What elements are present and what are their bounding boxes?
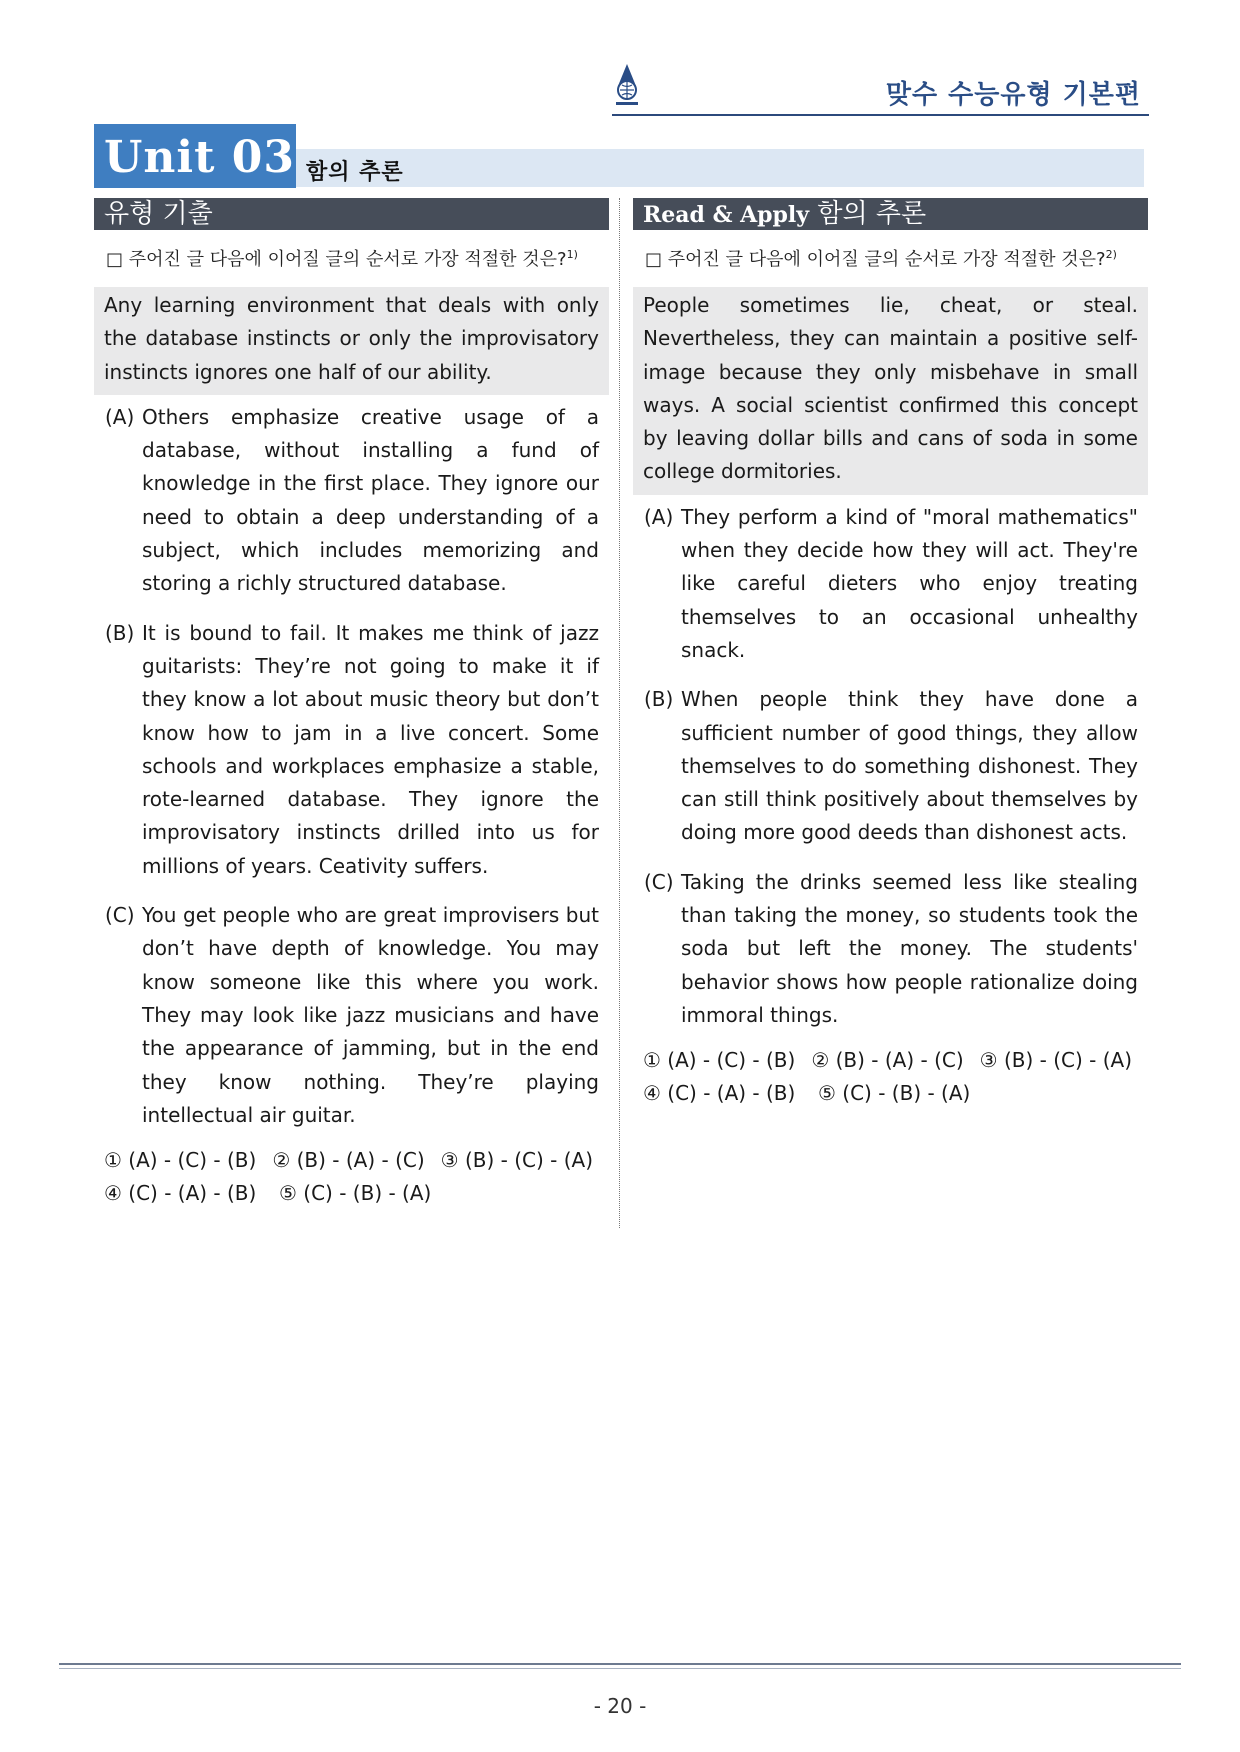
unit-subtitle-bar [296, 149, 1144, 187]
choice-2[interactable]: ② (B) - (A) - (C) [811, 1048, 964, 1073]
paragraph-text: You get people who are great improvisers but don’t have depth of knowledge. You may know someone like this where you work. They may look like jazz musicians and have the appearance of jamming, but in the end they know nothing. They’re playing intellectual air guitar. [142, 903, 599, 1127]
choice-4[interactable]: ④ (C) - (A) - (B) [104, 1181, 257, 1206]
brand-underline [612, 114, 1149, 116]
right-column [633, 198, 1148, 1110]
paragraph-a [94, 401, 609, 601]
paragraph-tag: (B) [105, 620, 135, 645]
paragraph-tag: (A) [644, 504, 674, 529]
column-divider [619, 198, 620, 1228]
footnote-marker: 1) [566, 248, 578, 261]
choice-2[interactable]: ② (B) - (A) - (C) [272, 1148, 425, 1173]
paragraph-tag: (B) [644, 687, 674, 712]
question-prompt: □ 주어진 글 다음에 이어질 글의 순서로 가장 적절한 것은?$^{1)}$ [106, 248, 578, 270]
answer-choices [94, 1144, 609, 1210]
unit-badge [94, 124, 296, 188]
intro-passage: Any learning environment that deals with only the database instincts or only the improvisatory instincts ignores one half of our ability. [94, 287, 609, 395]
paragraph-text: It is bound to fail. It makes me think of jazz guitarists: They’re not going to make it if they know a lot about music theory but don’t know how to jam in a live concert. Some schools and workplaces emphasize a stable, rote-learned database. They ignore the improvisatory instincts drilled into us for millions of years. Ceativity suffers. [142, 620, 599, 878]
unit-subtitle: 함의 추론 [306, 160, 404, 185]
brand-header [612, 60, 1149, 116]
section-title-en: Read & Apply [643, 202, 810, 228]
answer-choices [633, 1044, 1148, 1110]
footer-rule [59, 1663, 1181, 1669]
paragraph-text: Others emphasize creative usage of a database, without installing a fund of knowledge in the first place. They ignore our need to obtain a deep understanding of a subject, which includes memorizing and storing a richly structured database. [142, 404, 599, 596]
left-column [94, 198, 609, 1210]
section-title: 유형 기출 [104, 199, 213, 229]
paragraph-b [633, 683, 1148, 849]
choice-1[interactable]: ① (A) - (C) - (B) [104, 1148, 257, 1173]
paragraph-tag: (C) [644, 869, 674, 894]
page-number: - 20 - [593, 1694, 647, 1718]
unit-label: Unit 03 [104, 132, 295, 183]
paragraph-tag: (A) [105, 404, 135, 429]
choice-4[interactable]: ④ (C) - (A) - (B) [643, 1081, 796, 1106]
paragraph-c [94, 899, 609, 1132]
intro-passage: People sometimes lie, cheat, or steal. Nevertheless, they can maintain a positive self-image because they only misbehave in small ways. A social scientist confirmed this concept by leaving dollar bills and cans of soda in some college dormitories. [633, 287, 1148, 495]
footnote-marker: 2) [1105, 248, 1117, 261]
paragraph-text: Taking the drinks seemed less like stealing than taking the money, so students took the soda but left the money. The students' behavior shows how people rationalize doing immoral things. [681, 869, 1138, 1027]
choice-3[interactable]: ③ (B) - (C) - (A) [979, 1048, 1132, 1073]
paragraph-b [94, 617, 609, 883]
paragraph-tag: (C) [105, 903, 135, 928]
section-header-left [94, 198, 609, 230]
section-header-right [633, 198, 1148, 230]
section-title-ko: 함의 추론 [817, 199, 927, 229]
choice-3[interactable]: ③ (B) - (C) - (A) [440, 1148, 593, 1173]
paragraph-text: They perform a kind of "moral mathematics" when they decide how they will act. They're like careful dieters who enjoy treating themselves to an occasional unhealthy snack. [681, 504, 1138, 662]
paragraph-text: When people think they have done a sufficient number of good things, they allow themselves to do something dishonest. They can still think positively about themselves by doing more good deeds than dishonest acts. [681, 687, 1138, 845]
question-prompt: □ 주어진 글 다음에 이어질 글의 순서로 가장 적절한 것은?$^{2)}$ [645, 248, 1117, 270]
choice-1[interactable]: ① (A) - (C) - (B) [643, 1048, 796, 1073]
brand-title: 맞수 수능유형 기본편 [885, 80, 1141, 110]
choice-5[interactable]: ⑤ (C) - (B) - (A) [818, 1081, 971, 1106]
choice-5[interactable]: ⑤ (C) - (B) - (A) [279, 1181, 432, 1206]
pen-nib-globe-logo [612, 60, 642, 116]
paragraph-c [633, 866, 1148, 1032]
paragraph-a [633, 501, 1148, 667]
